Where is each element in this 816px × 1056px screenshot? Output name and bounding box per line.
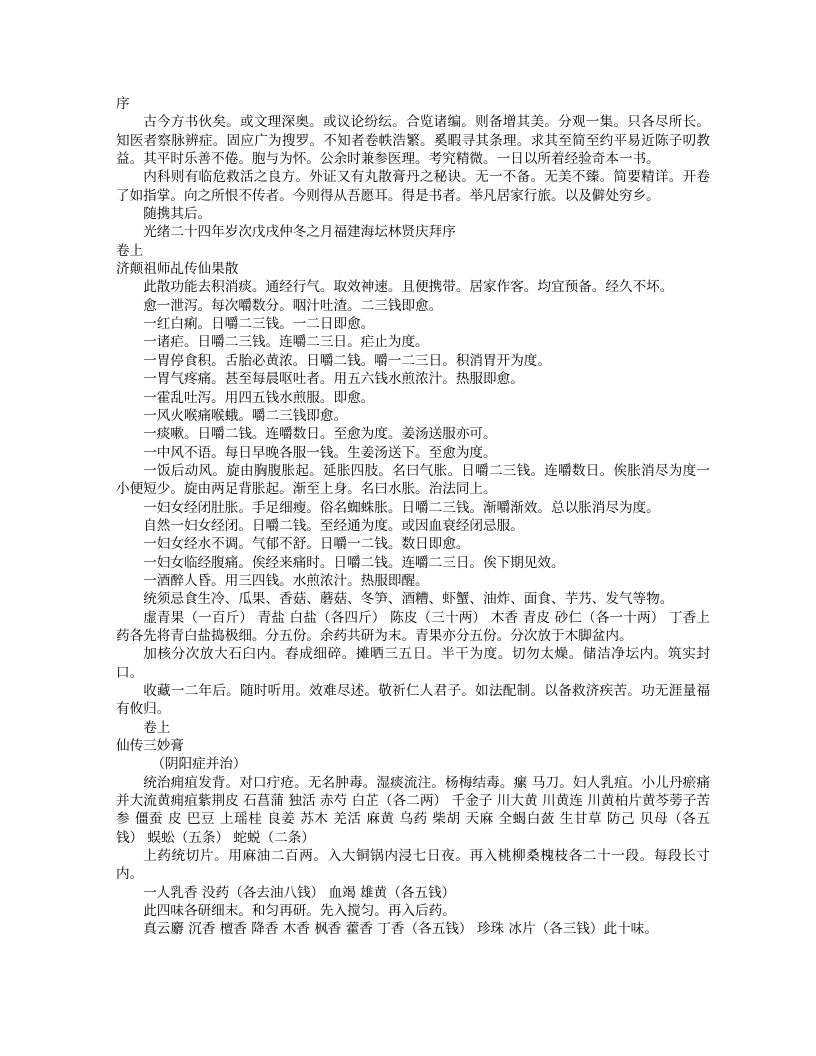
indication-item: 一妇女经水不调。气郁不舒。日嚼一二钱。数日即愈。 xyxy=(143,536,470,553)
preparation-method: 加核分次放大石臼内。舂成细碎。摊晒三五日。半干为度。切勿太燥。储洁净坛内。筑实封口。 xyxy=(116,646,710,681)
indication-item: 一痰嗽。日嚼二钱。连嚼数日。至愈为度。姜汤送服亦可。 xyxy=(143,426,497,443)
preface-paragraph-2: 内科则有临危救活之良方。外证又有丸散膏丹之秘诀。无一不备。无美不臻。简要精详。开卷了如指掌。向之所恨不传者。今则得从吾愿耳。得是书者。举凡居家行旅。以及僻处穷乡。 xyxy=(116,169,710,204)
ingredients-list: 真云麝 沉香 檀香 降香 木香 枫香 藿香 丁香（各五钱） 珍珠 冰片（各三钱）此十味。 xyxy=(143,921,658,938)
indication-item: 一胃停食积。舌胎必黄浓。日嚼二钱。嚼一二三日。积消胃开为度。 xyxy=(143,352,551,369)
indication-item: 一中风不语。每日早晚各服一钱。生姜汤送下。至愈为度。 xyxy=(143,444,497,461)
indication-item: 一霍乱吐泻。用四五钱水煎服。即愈。 xyxy=(143,389,375,406)
indication-item: 一诸疟。日嚼二三钱。连嚼二三日。疟止为度。 xyxy=(143,334,429,351)
ingredients-list: 一人乳香 没药（各去油八钱） 血竭 雄黄（各五钱） xyxy=(143,884,456,901)
indication-item: 自然一妇女经闭。日嚼二钱。至经通为度。或因血衰经闭忌服。 xyxy=(143,517,524,534)
indication-item: 一饭后动风。旋由胸腹胀起。延胀四肢。名曰气胀。日嚼二三钱。连嚼数日。俟胀消尽为度一小便短少。旋由两足背胀起。渐至上身。名曰水胀。治法同上。 xyxy=(116,462,710,498)
recipe-title: 济颠祖师乩传仙果散 xyxy=(116,261,239,278)
preface-heading: 序 xyxy=(116,96,130,112)
indications-and-ingredients: 统治痈疽发背。对口疔疮。无名肿毒。湿痰流注。杨梅结毒。瘰 马刀。妇人乳疽。小儿丹瘀痛并大流黄痈疽紫荆皮 石菖蒲 独活 赤芍 白芷（各二两） 千金子 川大黄 川黄连 川黄柏片黄芩蒡子苦参 僵蚕 皮 巴豆 上瑶桂 良姜 苏木 羌活 麻黄 乌药 柴胡 天麻 全蝎白蔹 生甘草 防己 贝母（各五钱） 蜈蚣（五条） 蛇蜕（二条） xyxy=(116,774,710,846)
preparation-method: 此四味各研细末。和匀再研。先入搅匀。再入后药。 xyxy=(143,903,456,920)
ingredients-list: 虚青果（一百斤） 青盐 白盐（各四斤） 陈皮（三十两） 木香 青皮 砂仁（各一十两） 丁香上药各先将青白盐捣极细。分五份。余药共研为末。青果亦分五份。分次放于木脚盆内。 xyxy=(116,609,710,644)
indication-item: 一妇女经闭肚胀。手足细瘦。俗名蜘蛛胀。日嚼二三钱。渐嚼渐效。总以胀消尽为度。 xyxy=(143,499,660,516)
volume-heading: 卷上 xyxy=(116,242,144,259)
preface-signature: 光绪二十四年岁次戊戌仲冬之月福建海坛林贤庆拜序 xyxy=(143,224,456,241)
indication-item: 一风火喉痛喉蛾。嚼二三钱即愈。 xyxy=(143,407,348,424)
recipe-intro: 此散功能去积消痰。通经行气。取效神速。且便携带。居家作客。均宜预备。经久不坏。 xyxy=(143,279,674,296)
recipe-subtitle: （阴阳症并治） xyxy=(151,756,247,773)
indication-item: 愈一泄泻。每次嚼数分。咽汁吐渣。二三钱即愈。 xyxy=(143,297,443,314)
preface-paragraph-1: 古今方书伙矣。或文理深奥。或议论纷纭。合览诸编。则备增其美。分观一集。只各尽所长。知医者察脉辨症。固应广为搜罗。不知者卷帙浩繁。奚暇寻其条理。求其至简至约平易近陈子叨教益。其平时乐善不倦。胞与为怀。公余时兼参医理。考究精微。一日以所着经验奇本一书。 xyxy=(116,114,710,168)
preface-paragraph-3: 随携其后。 xyxy=(143,206,212,223)
indication-item: 一酒醉人昏。用三四钱。水煎浓汁。热服即醒。 xyxy=(143,572,429,589)
indication-item: 一胃气疼痛。甚至每晨呕吐者。用五六钱水煎浓汁。热服即愈。 xyxy=(143,371,524,388)
preparation-method: 上药统切片。用麻油二百两。入大铜锅内浸七日夜。再入桃柳桑槐枝各二十一段。每段长寸内。 xyxy=(116,848,710,883)
volume-marker: 卷上 xyxy=(143,719,171,736)
indication-item: 一妇女临经腹痛。俟经来痛时。日嚼二钱。连嚼二三日。俟下期见效。 xyxy=(143,554,565,571)
dietary-restrictions: 统须忌食生冷、瓜果、香菇、蘑菇、冬笋、酒糟、虾蟹、油炸、面食、芋艿、发气等物。 xyxy=(143,591,674,608)
recipe-title: 仙传三妙膏 xyxy=(116,738,184,755)
indication-item: 一红白痢。日嚼二三钱。一二日即愈。 xyxy=(143,316,375,333)
storage-note: 收藏一二年后。随时听用。效难尽述。敬祈仁人君子。如法配制。以备救济疾苦。功无涯量福有攸归。 xyxy=(116,683,710,718)
